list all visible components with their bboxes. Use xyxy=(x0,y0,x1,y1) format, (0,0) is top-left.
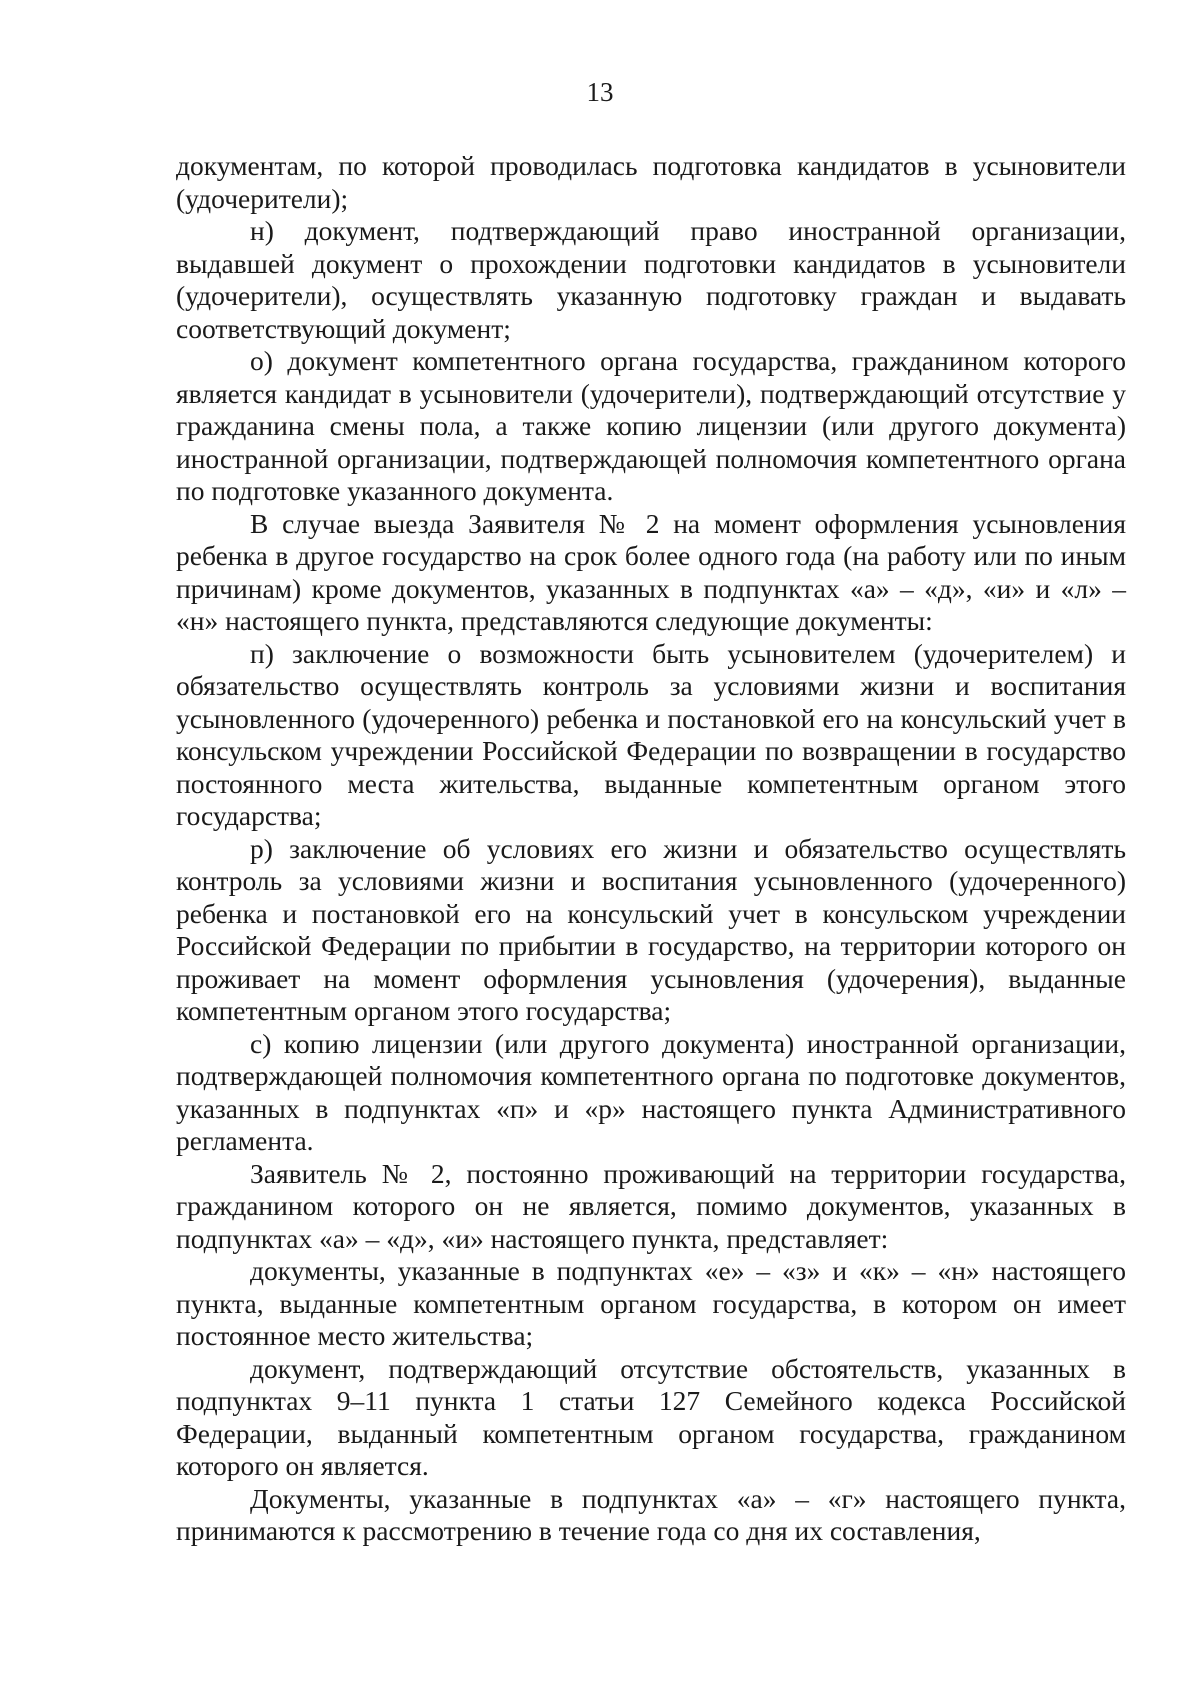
paragraph: с) копию лицензии (или другого документа) иностранной организации, подтверждающей полномочия компетентного органа по подготовке документов, указанных в подпунктах «п» и «р» настоящего пункта Административного регламента. xyxy=(176,1027,1126,1156)
paragraph: н) документ, подтверждающий право иностранной организации, выдавшей документ о прохождении подготовки кандидатов в усыновители (удочерители), осуществлять указанную подготовку граждан и выдавать соответствующий документ; xyxy=(176,215,1126,344)
paragraph: документ, подтверждающий отсутствие обстоятельств, указанных в подпунктах 9–11 пункта 1 статьи 127 Семейного кодекса Российской Федерации, выданный компетентным органом государства, гражданином которого он является. xyxy=(176,1352,1126,1481)
paragraph: Документы, указанные в подпунктах «а» – «г» настоящего пункта, принимаются к рассмотрению в течение года со дня их составления, xyxy=(176,1482,1126,1546)
document-body xyxy=(176,150,1126,1548)
paragraph: документы, указанные в подпунктах «е» – «з» и «к» – «н» настоящего пункта, выданные компетентным органом государства, в котором он имеет постоянное место жительства; xyxy=(176,1255,1126,1351)
paragraph: Заявитель № 2, постоянно проживающий на территории государства, гражданином которого он не является, помимо документов, указанных в подпунктах «а» – «д», «и» настоящего пункта, представляет: xyxy=(176,1157,1126,1254)
paragraph: п) заключение о возможности быть усыновителем (удочерителем) и обязательство осуществлять контроль за условиями жизни и воспитания усыновленного (удочеренного) ребенка и постановкой его на консульский учет в консульском учреждении Российской Федерации по возвращении в государство постоянного места жительства, выданные компетентным органом этого государства; xyxy=(176,637,1126,831)
paragraph: документам, по которой проводилась подготовка кандидатов в усыновители (удочерители); xyxy=(176,150,1126,214)
paragraph: р) заключение об условиях его жизни и обязательство осуществлять контроль за условиями жизни и воспитания усыновленного (удочеренного) ребенка и постановкой его на консульский учет в консульском учреждении Российской Федерации по прибытии в государство, на территории которого он проживает на момент оформления усыновления (удочерения), выданные компетентным органом этого государства; xyxy=(176,832,1126,1026)
paragraph: о) документ компетентного органа государства, гражданином которого является кандидат в усыновители (удочерители), подтверждающий отсутствие у гражданина смены пола, а также копию лицензии (или другого документа) иностранной организации, подтверждающей полномочия компетентного органа по подготовке указанного документа. xyxy=(176,345,1126,506)
page-number: 13 xyxy=(586,77,614,107)
paragraph: В случае выезда Заявителя № 2 на момент оформления усыновления ребенка в другое государство на срок более одного года (на работу или по иным причинам) кроме документов, указанных в подпунктах «а» – «д», «и» и «л» – «н» настоящего пункта, представляются следующие документы: xyxy=(176,507,1126,636)
